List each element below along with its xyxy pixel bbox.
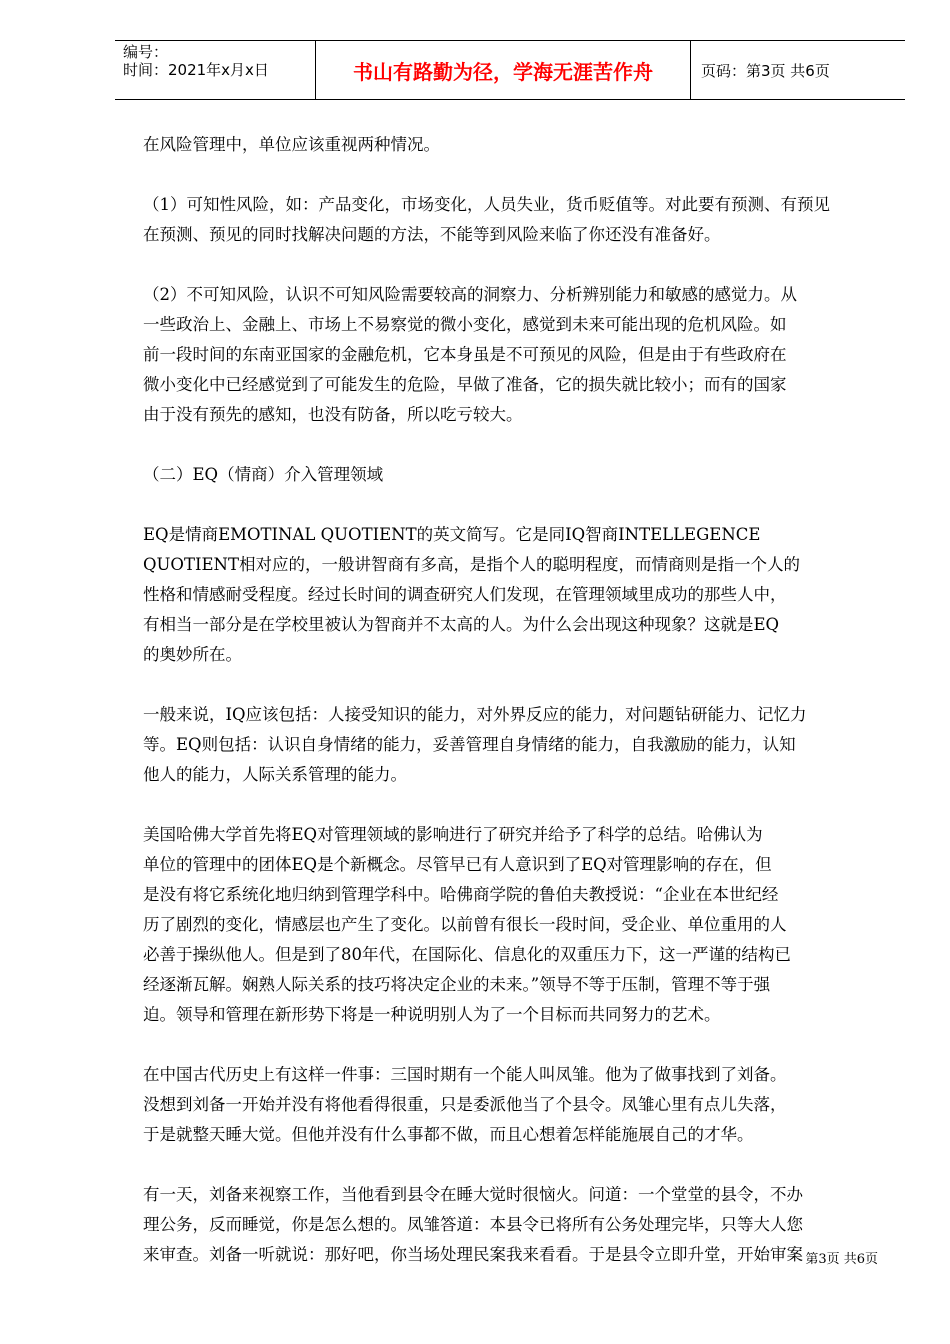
text-line: 在预测、预见的同时找解决问题的方法，不能等到风险来临了你还没有准备好。 xyxy=(143,225,721,244)
paragraph xyxy=(143,460,883,490)
text-line: 性格和情感耐受程度。经过长时间的调查研究人们发现，在管理领域里成功的那些人中， xyxy=(143,585,787,604)
date-label: 时间：2021年x月x日 xyxy=(123,61,269,79)
text-line: 有一天，刘备来视察工作，当他看到县令在睡大觉时很恼火。问道：一个堂堂的县令，不办 xyxy=(143,1185,803,1204)
text-line: 于是就整天睡大觉。但他并没有什么事都不做，而且心想着怎样能施展自己的才华。 xyxy=(143,1125,754,1144)
paragraph xyxy=(143,190,883,250)
text-line: 必善于操纵他人。但是到了80年代，在国际化、信息化的双重压力下，这一严谨的结构已 xyxy=(143,945,791,964)
text-line: 等。EQ则包括：认识自身情绪的能力，妥善管理自身情绪的能力，自我激励的能力，认知 xyxy=(143,735,796,754)
text-line: 经逐渐瓦解。娴熟人际关系的技巧将决定企业的未来。”领导不等于压制，管理不等于强 xyxy=(143,975,771,994)
text-line: 历了剧烈的变化，情感层也产生了变化。以前曾有很长一段时间，受企业、单位重用的人 xyxy=(143,915,787,934)
text-line: （2）不可知风险，认识不可知风险需要较高的洞察力、分析辨别能力和敏感的感觉力。从 xyxy=(143,285,797,304)
text-line: 是没有将它系统化地归纳到管理学科中。哈佛商学院的鲁伯夫教授说：“企业在本世纪经 xyxy=(143,885,779,904)
page-header xyxy=(115,40,905,100)
text-line: 没想到刘备一开始并没有将他看得很重，只是委派他当了个县令。凤雏心里有点儿失落， xyxy=(143,1095,787,1114)
text-line: EQ是情商EMOTINAL QUOTIENT的英文简写。它是同IQ智商INTELLEGENCE xyxy=(143,525,761,544)
paragraph xyxy=(143,1060,883,1150)
text-line: 微小变化中已经感觉到了可能发生的危险，早做了准备，它的损失就比较小；而有的国家 xyxy=(143,375,787,394)
header-page-label: 页码：第3页 共6页 xyxy=(701,61,830,80)
text-line: 迫。领导和管理在新形势下将是一种说明别人为了一个目标而共同努力的艺术。 xyxy=(143,1005,721,1024)
page-footer: 第3页 共6页 xyxy=(805,1252,878,1267)
code-label: 编号： xyxy=(123,43,169,61)
text-line: 的奥妙所在。 xyxy=(143,645,242,664)
paragraph xyxy=(143,280,883,430)
text-line: （1）可知性风险，如：产品变化，市场变化，人员失业，货币贬值等。对此要有预测、有预见 xyxy=(143,195,830,214)
text-line: 有相当一部分是在学校里被认为智商并不太高的人。为什么会出现这种现象？这就是EQ xyxy=(143,615,780,634)
text-line: 单位的管理中的团体EQ是个新概念。尽管早已有人意识到了EQ对管理影响的存在，但 xyxy=(143,855,772,874)
text-line: （二）EQ（情商）介入管理领域 xyxy=(143,465,384,484)
paragraph xyxy=(143,520,883,670)
text-line: 前一段时间的东南亚国家的金融危机，它本身虽是不可预见的风险，但是由于有些政府在 xyxy=(143,345,787,364)
text-line: 在中国古代历史上有这样一件事：三国时期有一个能人叫凤雏。他为了做事找到了刘备。 xyxy=(143,1065,787,1084)
text-line: 美国哈佛大学首先将EQ对管理领域的影响进行了研究并给予了科学的总结。哈佛认为 xyxy=(143,825,763,844)
text-line: 他人的能力，人际关系管理的能力。 xyxy=(143,765,407,784)
text-line: 一些政治上、金融上、市场上不易察觉的微小变化，感觉到未来可能出现的危机风险。如 xyxy=(143,315,787,334)
paragraph xyxy=(143,700,883,790)
text-line: 来审查。刘备一听就说：那好吧，你当场处理民案我来看看。于是县令立即升堂，开始审案 xyxy=(143,1245,803,1264)
text-line: 一般来说，IQ应该包括：人接受知识的能力，对外界反应的能力，对问题钻研能力、记忆力 xyxy=(143,705,807,724)
paragraph xyxy=(143,130,883,160)
text-line: 理公务，反而睡觉，你是怎么想的。凤雏答道：本县令已将所有公务处理完毕，只等大人您 xyxy=(143,1215,803,1234)
header-meta xyxy=(115,41,316,99)
document-body xyxy=(143,130,883,1270)
header-motto: 书山有路勤为径，学海无涯苦作舟 xyxy=(316,41,691,99)
paragraph xyxy=(143,820,883,1030)
paragraph xyxy=(143,1180,883,1270)
text-line: QUOTIENT相对应的，一般讲智商有多高，是指个人的聪明程度，而情商则是指一个人的 xyxy=(143,555,800,574)
text-line: 在风险管理中，单位应该重视两种情况。 xyxy=(143,135,440,154)
text-line: 由于没有预先的感知，也没有防备，所以吃亏较大。 xyxy=(143,405,523,424)
